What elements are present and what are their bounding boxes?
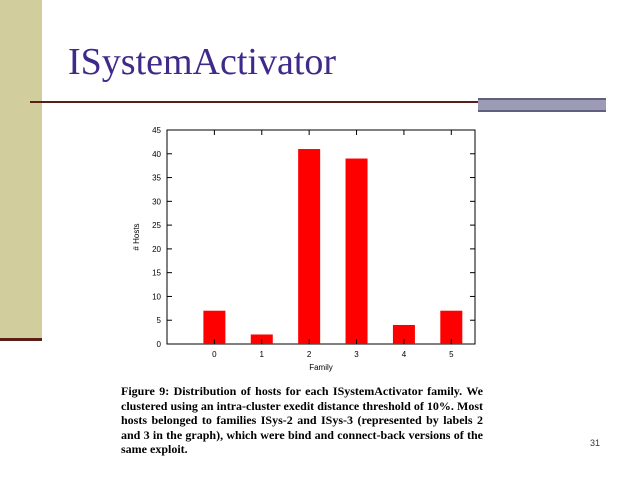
x-tick-label: 0 bbox=[212, 350, 217, 359]
y-tick-label: 45 bbox=[152, 126, 161, 135]
title-underline bbox=[30, 101, 478, 103]
x-axis-label: Family bbox=[309, 363, 333, 372]
y-tick-label: 40 bbox=[152, 149, 161, 159]
y-axis-label: # Hosts bbox=[132, 223, 141, 251]
left-decorative-band bbox=[0, 0, 42, 338]
title-accent-bar bbox=[478, 98, 606, 112]
figure-image bbox=[117, 118, 486, 470]
y-tick-label: 0 bbox=[156, 340, 161, 349]
figure-caption: Figure 9: Distribution of hosts for each ISystemActivator family. We clustered using an intra-cluster exedit distance threshold of 10%. Most hosts belonged to families ISys-2 and ISys-3 (represented by labels 2 and 3 in the graph), which were bind and connect-back versions of the same exploit. bbox=[121, 384, 483, 457]
bar-chart bbox=[117, 118, 486, 380]
y-tick-label: 5 bbox=[156, 316, 161, 326]
y-tick-label: 15 bbox=[152, 268, 161, 278]
y-tick-label: 10 bbox=[152, 292, 161, 302]
left-band-rule bbox=[0, 338, 42, 341]
y-tick-label: 20 bbox=[152, 244, 161, 254]
x-tick-label: 3 bbox=[354, 350, 359, 359]
y-tick-label: 25 bbox=[152, 221, 161, 231]
x-tick-label: 2 bbox=[306, 350, 312, 359]
bar-family-3 bbox=[346, 159, 368, 344]
y-tick-label: 30 bbox=[152, 197, 161, 207]
x-tick-label: 5 bbox=[449, 350, 454, 359]
x-tick-label: 4 bbox=[401, 350, 407, 359]
bar-family-2 bbox=[298, 149, 320, 344]
y-tick-label: 35 bbox=[152, 173, 161, 183]
slide-title: ISystemActivator bbox=[68, 41, 337, 83]
x-tick-label: 1 bbox=[259, 350, 264, 359]
page-number: 31 bbox=[590, 438, 601, 448]
